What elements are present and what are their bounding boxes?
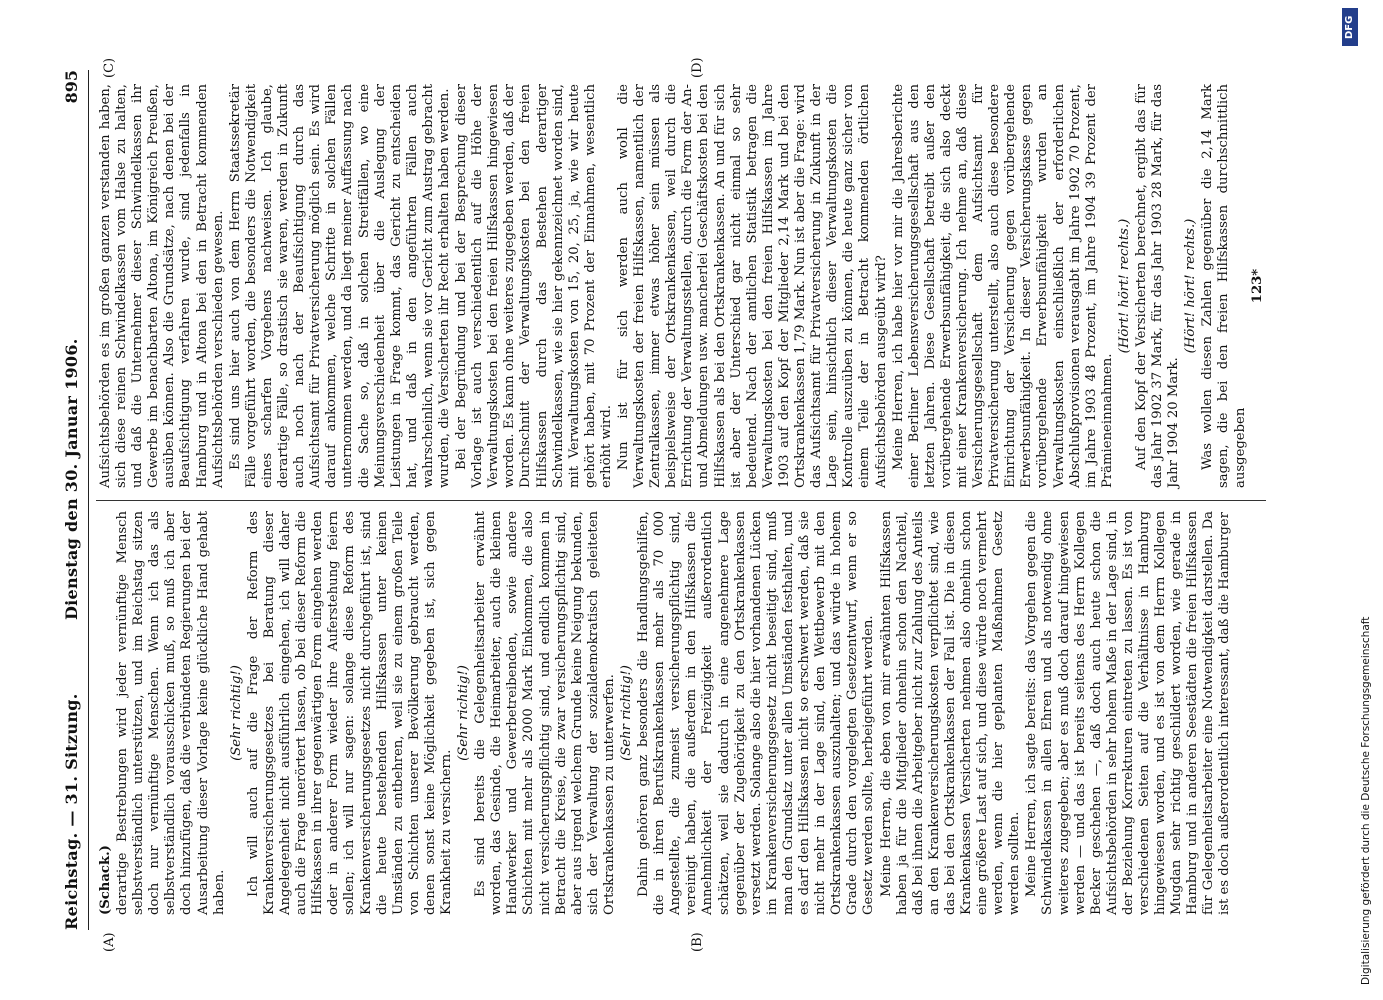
dfg-logo: DFG [1342, 8, 1358, 46]
left-text-column [98, 511, 1235, 915]
page-number: 895 [62, 70, 81, 104]
digitization-note: Digitalisierung gefördert durch die Deutsche Forschungsgemeinschaft [1360, 616, 1372, 985]
margin-mark-c: (C) [102, 57, 117, 78]
paragraph: Nun ist für sich werden auch wohl die Verwaltungskosten der freien Hilfskassen, namentlich der Zentralkassen, immer etwas höher sein müssen als beispielsweise der Ortskrankenkassen, weil durch die Errichtung der Verwaltungsstellen, durch die Form der An- und Abmeldungen usw. mancherlei Geschäftskosten bei den Hilfskassen als bei den Ortskrankenkassen. An und für sich ist aber der Unterschied gar nicht einmal so sehr bedeutend. Nach der amtlichen Statistik betragen die Verwaltungskosten bei den freien Hilfskassen im Jahre 1903 auf den Kopf der Mitglieder 2,14 Mark und bei den Ortskrankenkassen 1,79 Mark. Nun ist aber die Frage: wird das Aufsichtsamt für Privatversicherung in Zukunft in der Lage sein, hinsichtlich dieser Verwaltungskosten die Kontrolle auszuüben zu können, die heute ganz sicher von einem Teile der in Betracht kommenden örtlichen Aufsichtsbehörden ausgeübt wird? [616, 84, 889, 488]
interjection: (Hört! hört! rechts.) [1183, 218, 1199, 354]
paragraph: Aufsichtsbehörden es im großen ganzen verstanden haben, sich diese reinen Schwindelkassen vom Halse zu halten, und daß die Unternehmer dieser Schwindelkassen ihr Gewerbe im benachbarten Altona, im Königreich Preußen, ausüben können. Also die Grundsätze, nach denen bei der Beaufsichtigung verfahren wurde, sind jedenfalls in Hamburg und in Altona bei den in Betracht kommenden Aufsichtsbehörden verschieden gewesen. [98, 84, 226, 488]
paragraph: Ich will auch auf die Frage der Reform des Krankenversicherungsgesetzes bei Beratung dieser Angelegenheit nicht ausführlich eingehen, ich will daher auch die Frage unerörtert lassen, ob bei dieser Reform die Hilfskassen in ihrer gegenwärtigen Form eingehen werden oder in anderer Form wieder ihre Auferstehung feiern sollen; ich will nur sagen: solange diese Reform des Krankenversicherungsgesetzes nicht durchgeführt ist, sind die heute bestehenden Hilfskassen unter keinen Umständen zu entbehren, weil sie zu einem großen Teile von Schichten unserer Bevölkerung gebraucht werden, denen sonst keine Möglichkeit gegeben ist, sich gegen Krankheit zu versichern. [245, 511, 454, 915]
paragraph: Meine Herren, ich habe hier vor mir die Jahresberichte einer Berliner Lebensversicherungsgesellschaft aus den letzten Jahren. Diese Gesellschaft betreibt außer den vorübergehende Erwerbsunfähigkeit, die sich also deckt mit einer Krankenversicherung. Ich nehme an, daß diese Versicherungsgesellschaft dem Aufsichtsamt für Privatversicherung unterstellt, also auch diese besondere Einrichtung der Versicherung gegen vorübergehende Erwerbsunfähigkeit. In dieser Versicherungskasse gegen vorübergehende Erwerbsunfähigkeit wurden an Verwaltungskosten einschließlich der erforderlichen Abschlußprovisionen verausgabt im Jahre 1902 70 Prozent, im Jahre 1903 48 Prozent, im Jahre 1904 39 Prozent der Prämieneinnahmen. [890, 84, 1115, 488]
column-divider [96, 500, 1266, 501]
interjection: (Sehr richtig!) [456, 665, 472, 761]
paragraph: Dahin gehören ganz besonders die Handlungsgehilfen, die in ihren Berufskrankenkassen mehr als 70 000 Angestellte, die zumeist versicherungspflichtig sind, vereinigt haben, die außerdem in den Hilfskassen die Annehmlichkeit der Freizügigkeit außerordentlich schätzen, weil sie dadurch in eine angenehmere Lage gegenüber der Zugehörigkeit zu den Ortskrankenkassen versetzt werden. Solange also die hier vorhandenen Lücken im Krankenversicherungsgesetz nicht beseitigt sind, muß man den Grundsatz unter allen Umständen festhalten, und es darf den Hilfskassen nicht so erschwert werden, daß sie nicht mehr in der Lage sind, den Wettbewerb mit den Ortskrankenkassen auszuhalten; und das würde in hohem Grade durch den vorgelegten Gesetzentwurf, wenn er so Gesetz werden sollte, herbeigeführt werden. [636, 511, 877, 915]
paragraph: Was wollen diesen Zahlen gegenüber die 2,14 Mark sagen, die bei den freien Hilfskassen durchschnittlich ausgegeben [1200, 84, 1248, 488]
paragraph: Bei der Begründung und bei der Besprechung dieser Vorlage ist auch verschiedentlich auf die Höhe der Verwaltungskosten bei den freien Hilfskassen hingewiesen worden. Es kann ohne weiteres zugegeben werden, daß der Durchschnitt der Verwaltungskosten bei den freien Hilfskassen durch das Bestehen derartiger Schwindelkassen, wie sie hier gekennzeichnet worden sind, mit Verwaltungskosten von 15, 20, 25, ja, wie wir heute gehört haben, mit 70 Prozent der Einnahmen, wesentlich erhöht wird. [454, 84, 614, 488]
paragraph: derartige Bestrebungen wird jeder vernünftige Mensch selbstverständlich unterstützen, und im Reichstag sitzen doch nur vernünftige Menschen. Wenn ich das als selbstverständlich vorausschicken muß, so muß ich aber doch hinzufügen, daß die verbündeten Regierungen bei der Ausarbeitung dieser Vorlage keine glückliche Hand gehabt haben. [115, 511, 227, 915]
margin-mark-a: (A) [102, 932, 117, 952]
paragraph: Es sind uns hier auch von dem Herrn Staatssekretär Fälle vorgeführt worden, die besonders die Notwendigkeit eines scharfen Vorgehens nachweisen. Ich glaube, derartige Fälle, so drastisch sie waren, werden in Zukunft auch noch nach der Beaufsichtigung durch das Aufsichtsamt für Privatversicherung möglich sein. Es wird darauf ankommen, welche Schritte in solchen Fällen unternommen werden, und da liegt meiner Auffassung nach die Sache so, daß in solchen Streitfällen, wo eine Meinungsverschiedenheit über die Auslegung der Leistungen in Frage kommt, das Gericht zu entscheiden hat, und daß in den angeführten Fällen auch wahrscheinlich, wenn sie vor Gericht zum Austrag gebracht wurden, die Versicherten ihr Recht erhalten haben werden. [227, 84, 452, 488]
signature-mark: 123* [1249, 268, 1265, 304]
speaker-name: (Schack.) [98, 845, 113, 915]
interjection: (Sehr richtig!) [228, 665, 244, 761]
paragraph: Auf den Kopf der Versicherten berechnet, ergibt das für das Jahr 1902 37 Mark, für das Jahr 1903 28 Mark, für das Jahr 1904 20 Mark. [1134, 84, 1182, 488]
running-header-title: Reichstag. — 31. Sitzung. [62, 693, 81, 930]
paragraph: Meine Herren, ich sagte bereits: das Vorgehen gegen die Schwindelkassen in allen Ehren und als notwendig ohne weiteres zugegeben; aber es muß doch darauf hingewiesen werden — und das ist bereits seitens des Herrn Kollegen Becker geschehen —, daß doch auch heute schon die Aufsichtsbehörden in sehr hohem Maße in der Lage sind, in der Beziehung Korrekturen eintreten zu lassen. Es ist von verschiedenen Seiten auf die Verhältnisse in Hamburg hingewiesen worden, und es ist von dem Herrn Kollegen Mugdan sehr richtig geschildert worden, wie gerade in Hamburg und in anderen Seestädten die freien Hilfskassen für Gelegenheitsarbeiter eine Notwendigkeit darstellen. Da ist es doch außerordentlich interessant, daß die Hamburger [1024, 511, 1233, 915]
paragraph: Meine Herren, die eben von mir erwähnten Hilfskassen haben ja für die Mitglieder ohnehin schon den Nachteil, daß bei ihnen die Arbeitgeber nicht zur Zahlung des Anteils an den Krankenversicherungskosten verpflichtet sind, wie das bei den Ortskrankenkassen der Fall ist. Die in diesen Krankenkassen Versicherten nehmen also ohnehin schon eine größere Last auf sich, und diese würde noch vermehrt werden, wenn die hier geplanten Maßnahmen Gesetz werden sollten. [878, 511, 1023, 915]
margin-mark-b: (B) [690, 932, 705, 952]
margin-mark-d: (D) [690, 57, 705, 78]
interjection: (Hört! hört! rechts.) [1116, 218, 1132, 354]
running-header-date: Dienstag den 30. Januar 1906. [62, 338, 81, 620]
header-rule [88, 70, 89, 930]
interjection: (Sehr richtig!) [619, 665, 634, 761]
right-text-column [98, 84, 1267, 488]
paragraph: Es sind bereits die Gelegenheitsarbeiter erwähnt worden, das Gesinde, die Heimarbeiter, auch die kleinen Handwerker und Gewerbetreibenden, sowie andere Schichten mit mehr als 2000 Mark Einkommen, die also nicht versicherungspflichtig sind, und endlich kommen in Betracht die Kreise, die zwar versicherungspflichtig sind, aber aus irgend welchem Grunde keine Neigung bekunden, sich der Verwaltung der sozialdemokratisch geleiteten Ortskrankenkassen zu unterwerfen. [473, 511, 617, 915]
